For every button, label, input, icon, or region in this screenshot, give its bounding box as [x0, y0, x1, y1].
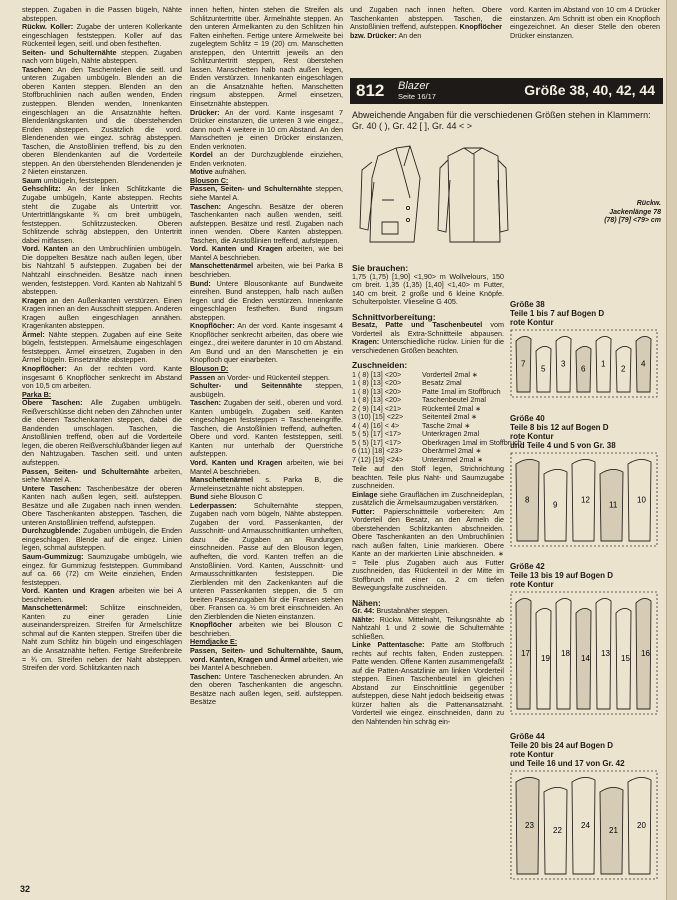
piece-numbers: 7 (12) [19] <24>	[352, 454, 404, 464]
cutting-layout-diagram	[510, 589, 660, 717]
paragraph-lead: Untere Taschen:	[22, 483, 82, 493]
paragraph-text: arbeiten wie bei Blouson C beschrieben.	[190, 620, 343, 638]
piece-number-label: 13	[601, 649, 610, 658]
paragraph-text: Patte am Stoffbruch rechts auf rechts falten, Enden zusteppen. Patte wenden. Offene Kanten zusammengefaßt auf die Patten-Ansatzlinie am linken Vorderteil steppen. Einen Taschenbeutel im gleichen Abstand zur Einschnittlinie gegenüber aufsteppen, diese Naht jedoch beidseitig etwas kürzer halten als die Pattenansatznaht. Vorderteil wie eingez. einschneiden, dann zu den Nahtenden hin schräg ein-	[352, 640, 504, 726]
page-number: 32	[20, 884, 31, 894]
paragraph-text: 1,75 (1,75) [1,90] <1,90> m Wollvelours, 150 cm breit. 1,35 (1,35) [1,40] <1,40> m Futter, 140 cm breit. 2 große und 6 kleine Knöpfe. Schulterpolster. Vlieseline G 405.	[352, 271, 504, 306]
piece-description: Oberärmel 2mal ∗	[422, 446, 482, 455]
piece-number-label: 6	[581, 364, 586, 374]
paragraph-lead: Kragen	[22, 295, 47, 305]
paragraph-lead: Taschen:	[22, 64, 54, 74]
paragraph-lead: Linke Pattentasche:	[352, 640, 425, 649]
instruction-paragraph	[22, 604, 182, 672]
instruction-paragraph	[22, 6, 182, 23]
section-heading: Nähen:	[352, 597, 381, 608]
instruction-paragraph	[190, 185, 343, 202]
instruction-paragraph	[190, 476, 343, 493]
piece-number-label: 18	[561, 649, 570, 658]
cutting-layout-diagram	[510, 327, 660, 400]
instruction-paragraph	[22, 399, 182, 467]
layout-label: rote Kontur	[510, 750, 554, 759]
piece-description: Besatz 2mal	[422, 378, 462, 387]
paragraph-text: Unterschiedliche rückw. Linien für die verschiedenen Größen beachten.	[352, 337, 505, 355]
paragraph-text: Papierschnittteile vorbereiten: Am Vorderteil den Besatz, an den Ärmeln die überstehenden Schlitzkanten abschneiden. Obere Taschenkanten an den Umbruchlinien nach außen falten, Linie markieren. Obere Kante an der markierten Linie abschneiden. ∗ = Teile plus Zugaben auch aus Futter zuschneiden, das Rückenteil in der Mitte im Stoffbruch mit einer ca. 2 cm tiefen Bewegungsfalte zuschneiden.	[352, 506, 504, 592]
piece-number-label: 14	[581, 654, 590, 663]
paragraph-text: Untere Blousonkante auf Bundweite einreihen. Bund ansteppen, halb nach außen legen und die Enden verstürzen. Innenkante eingeschlagen festheften. Bund ringsum absteppen.	[190, 278, 343, 322]
paragraph-lead: Nähte:	[352, 614, 375, 624]
section-heading: Parka B:	[22, 389, 52, 399]
instruction-paragraph	[190, 245, 343, 262]
page-edge	[666, 0, 677, 900]
model-source-page: Seite 16/17	[398, 92, 436, 101]
paragraph-text: Nähte steppen. Zugaben auf eine Seite bügeln, feststeppen. Ärmelsäume eingeschlagen feststeppen. Ärmel einsetzen, Zugaben in den Ärmel bügeln. Einsetznähte absteppen.	[22, 329, 182, 365]
instruction-paragraph	[190, 262, 343, 279]
paragraph-text: Rückw. Mittelnaht, Teilungsnähte ab Nahtzahl 1 und 2 sowie die Schulternähte schließen.	[352, 614, 504, 641]
instruction-paragraph	[22, 297, 182, 331]
paragraph-text: an den Umbruchlinien umbügeln. Die doppelten Besätze nach außen legen, über bis Nahtzahl 5 aufsteppen. Zugaben bei der Nahtzahl einschneiden. Besätze nach innen wenden, feststeppen. Vord. Kanten ab Nahtzahl 5 absteppen.	[22, 244, 183, 297]
instructions-column-3-top	[350, 6, 502, 61]
paragraph-text: arbeiten, wie bei Mantel A beschrieben.	[190, 457, 344, 476]
layout-label: Größe 40	[510, 414, 545, 423]
paragraph-lead: Gehschlitz:	[22, 184, 61, 194]
paragraph-text: Teile auf den Stoff legen, Strichrichtung beachten. Teile plus Naht- und Saumzugabe zuschneiden.	[352, 464, 504, 490]
piece-numbers: 3 (10) [15] <22>	[352, 412, 404, 421]
paragraph-lead: Drücker:	[190, 107, 220, 117]
section-heading: Sie brauchen:	[352, 263, 409, 273]
paragraph-lead: Motive	[190, 167, 213, 177]
section-heading: Blouson C:	[190, 175, 229, 185]
paragraph-text: arbeiten, wie bei Parka B beschrieben.	[190, 261, 343, 279]
paragraph-text: s. Parka B, die Ärmeleinsetznähte nicht absteppen.	[190, 475, 343, 493]
instruction-paragraph	[22, 331, 182, 365]
paragraph-text: Schlitze einschneiden, Kanten zu einer geraden Linie auseinanderspreizen. Streifen für Ärmelschlitze schmal auf die Kanten steppen. Streifen über die Naht zum Schlitz hin bügeln und eingeschlagen an die Ansatznähte heften. Fertige Streifenbreite = ¾ cm. Streifen neben der Naht absteppen. Streifen der vord. Schlitzkanten nach	[22, 603, 182, 673]
instruction-paragraph	[190, 647, 343, 673]
instruction-paragraph	[190, 673, 343, 707]
paragraph-text: steppen, siehe Mantel A.	[190, 184, 343, 203]
layout-label: Teile 8 bis 12 auf Bogen D	[510, 423, 609, 432]
instruction-paragraph	[22, 485, 182, 528]
piece-numbers: 1 ( 8) [13] <20>	[352, 369, 402, 379]
piece-description: Unterkragen 2mal	[422, 429, 480, 438]
paragraph-text: An der rechten vord. Kante insgesamt 6 Knopflöcher senkrecht im Abstand von 10,5 cm arbeiten.	[22, 363, 182, 391]
section-heading: Zuschneiden:	[352, 360, 408, 370]
paragraph-text: Zugaben umbügeln, die Enden eingeschlagen. Blende auf die eingez. Linien legen, schmal aufsteppen.	[22, 526, 182, 553]
instruction-paragraph	[190, 109, 343, 152]
instruction-paragraph	[190, 151, 343, 168]
model-number: 812	[356, 81, 385, 100]
instruction-paragraph	[22, 49, 182, 66]
paragraph-lead: Vord. Kanten	[22, 244, 68, 254]
paragraph-text: vom Vorderteil als Extra-Schnittteile abpausen.	[352, 320, 505, 338]
size-notation-intro: Abweichende Angaben für die verschiedenen Größen stehen in Klammern: Gr. 40 ( ), Gr. 42 [ ], Gr. 44 < >	[352, 110, 651, 131]
paragraph-text: Angeschn. Besätze der oberen Taschenkanten nach außen wenden, seitl. aufsteppen. Besätze und restl. Zugaben nach innen wenden. Obere Kanten absteppen. Taschen, die Anstoßlinien treffend, aufsteppen.	[190, 201, 343, 245]
paragraph-lead: Knopflöcher:	[22, 363, 67, 373]
section-heading: Hemdjacke E:	[190, 637, 238, 647]
paragraph-text: arbeiten, siehe Mantel A.	[22, 466, 182, 485]
paragraph-text: An der linken Schlitzkante die Zugabe umbügeln, Kante absteppen. Rechts steht die Zugabe als Untertritt vor. Untertrittlängskante ¾ cm breit umbügeln, feststeppen. Schlitzzustecken. Oberen Schlitzende schräg absteppen, den Untertritt dabei mitfassen.	[22, 184, 182, 245]
paragraph-lead: Vord. Kanten und Kragen	[190, 244, 283, 254]
paragraph-lead: Seiten- und Schulternähte	[22, 47, 117, 57]
paragraph-lead: Knopflöcher bzw. Drücker:	[350, 22, 502, 40]
piece-numbers: 4 ( 4) [16] < 4>	[352, 420, 400, 430]
paragraph-text: Zugabe der unteren Kollerkante eingeschlagen feststeppen. Koller auf das Rückenteil legen, seitl. und oben festheften.	[22, 22, 183, 49]
instructions-column-2	[190, 6, 343, 876]
instruction-paragraph	[22, 527, 182, 553]
instruction-paragraph	[22, 365, 182, 391]
paragraph-lead: Passen	[190, 372, 216, 382]
paragraph-text: und Zugaben nach innen heften. Obere Taschenkanten absteppen. Taschen, die Anstoßlinien treffend, aufsteppen.	[350, 5, 502, 32]
size-layout-block	[510, 562, 662, 717]
instruction-paragraph	[22, 468, 182, 485]
paragraph-text: steppen. Zugaben in die Passen bügeln, Nähte absteppen.	[22, 5, 182, 23]
instruction-paragraph	[22, 553, 182, 587]
paragraph-text: an den Außenkanten verstürzen. Einen Kragen innen an den Ausschnitt steppen. Anderen Kragen außen eingeschlagen annähen. Kragenkanten absteppen.	[22, 295, 182, 331]
paragraph-lead: Taschen:	[190, 201, 222, 211]
paragraph-lead: Durchzugblende:	[22, 526, 81, 536]
paragraph-lead: Taschen:	[190, 398, 222, 408]
piece-numbers: 1 ( 8) [13] <20>	[352, 386, 402, 396]
piece-number-label: 9	[553, 500, 558, 510]
instruction-paragraph	[190, 399, 343, 459]
instruction-paragraph	[190, 203, 343, 246]
piece-description: Vorderteil 2mal ∗	[422, 369, 478, 379]
paragraph-lead: Gr. 44:	[352, 606, 375, 615]
paragraph-lead: Taschen:	[190, 671, 222, 681]
instruction-paragraph	[190, 459, 343, 476]
paragraph-text: Alle Zugaben umbügeln. Reißverschlüsse dicht neben den Zähnchen unter die oberen Taschenkanten steppen, dabei die Bandenden umschlagen. Taschen, die Anstoßlinien treffend, oben auf die Vorderteile legen, die oberen Reißverschlußbänder liegen auf den Nahtzugaben. Taschen seitl. und unten aufsteppen.	[22, 398, 183, 467]
piece-number-label: 17	[521, 649, 530, 658]
layout-label: Teile 20 bis 24 auf Bogen D	[510, 741, 613, 750]
paragraph-text: An den Taschenteilen die seitl. und unteren Zugaben umbügeln. Blenden an die oberen Kanten steppen. Blenden an den Stoffbruchlinien nach außen wenden, Enden zusteppen. Blenden wenden, Innenkanten eingeschlagen an die Ansatznähte heften. Blendenlängskanten und die überstehenden Enden absteppen. Zusätzlich die vord. Blendenenden wie eingez. schräg absteppen. Taschen, die Anstoßlinien treffend, bis zu den oberen Blendenkanten auf die Vorderteile steppen. An den überstehenden Blendenenden je 2 Nieten einstanzen.	[22, 64, 182, 177]
cutting-layout-diagram	[510, 450, 660, 549]
paragraph-text: An den	[398, 30, 422, 40]
layout-label: rote Kontur	[510, 580, 554, 589]
paragraph-text: Zugaben der seitl., oberen und vord. Kanten umbügeln. Zugaben seitl. Kanten eingeschlagen feststeppen = Tascheneingriffe. Taschen, die Anstoßlinien treffend, aufheften. Obere und vord. Kanten feststeppen, seitl. Kanten nur unterhalb der Querstriche aufsteppen.	[190, 398, 344, 459]
piece-numbers: 1 ( 8) [13] <20>	[352, 395, 402, 404]
piece-number-label: 1	[601, 359, 606, 369]
cutting-list	[352, 369, 522, 465]
layout-label: Größe 38	[510, 300, 545, 309]
instructions-column-1	[22, 6, 182, 886]
piece-number-label: 2	[621, 364, 626, 374]
instruction-paragraph	[190, 382, 343, 399]
piece-description: Tasche 2mal ∗	[422, 420, 471, 430]
paragraph-text: siehe Grauflächen im Zuschneideplan, zusätzlich die Ärmelsaumzugaben verstärken.	[352, 489, 504, 507]
paragraph-lead: Bund:	[190, 278, 211, 288]
paragraph-lead: Obere Taschen:	[22, 398, 83, 408]
piece-numbers: 5 ( 5) [17] <17>	[352, 429, 402, 438]
paragraph-text: Schulternähte steppen, Zugaben nach vorn bügeln, Nähte absteppen. Zugaben der vord. Passenkanten, der Ausschnitt- und Armausschnittkanten umheften, dazu die Zugaben an Rundungen einschneiden. Passe auf den Blouson legen, aufheften, die vord. Kanten treffen an die Anstoßlinien. Vord. Kanten, Ausschnitt- und Armausschnittkanten feststeppen. Die Zierblenden mit den Zackenkanten auf die unteren Passenkanten steppen, die 5 cm breiten Passenzugaben für die Fransen stehen über. Fransen ca. ½ cm breit einschneiden. An den Zierblenden die Nieten einstanzen.	[190, 500, 343, 621]
piece-number-label: 4	[641, 359, 646, 369]
blazer-technical-sketch	[358, 138, 518, 248]
layout-label: Größe 42	[510, 562, 545, 571]
paragraph-text: siehe Blouson C	[210, 492, 263, 502]
piece-description: Rückenteil 2mal ∗	[422, 403, 482, 413]
instruction-paragraph	[22, 587, 182, 604]
piece-description: Oberkragen 1mal im Stoffbruch	[422, 437, 522, 447]
cutting-layout-diagram	[510, 768, 660, 882]
instruction-paragraph	[190, 621, 343, 638]
paragraph-lead: Manschettenärmel	[190, 261, 254, 271]
piece-number-label: 22	[553, 826, 562, 835]
piece-numbers: 2 ( 9) [14] <21>	[352, 403, 402, 413]
instructions-column-3	[352, 258, 522, 890]
paragraph-lead: Kordel	[190, 150, 213, 160]
layout-label: Teile 1 bis 7 auf Bogen D	[510, 309, 605, 318]
paragraph-lead: Knopflöcher	[190, 620, 233, 630]
paragraph-text: steppen. Zugaben nach vorn bügeln, Nähte absteppen.	[22, 47, 182, 66]
paragraph-lead: Saum-Gummizug:	[22, 552, 84, 561]
layout-label: Teile 13 bis 19 auf Bogen D	[510, 571, 613, 580]
paragraph-text: Saumzugabe umbügeln, wie eingez. für Gummizug feststeppen. Gummiband auf ca. 66 (72) cm Weite einziehen, Enden feststeppen.	[22, 552, 183, 587]
instruction-paragraph	[22, 185, 182, 245]
paragraph-lead: Kragen:	[352, 337, 380, 346]
instruction-paragraph	[22, 245, 182, 296]
paragraph-lead: Passen, Seiten- und Schulternähte	[190, 184, 313, 194]
piece-number-label: 5	[541, 364, 546, 374]
paragraph-text: An der vord. Kante insgesamt 7 Drücker einstanzen, die unteren 3 wie eingez., dann noch 4 weitere in 10 cm Abstand. An den Manschetten je einen Drücker einstanzen, Enden verknoten.	[190, 107, 343, 151]
section-heading: Schnittvorbereitung:	[352, 311, 436, 322]
paragraph-text: Untere Taschenecken abrunden. An den oberen Taschenkanten die angeschn. Besätze nach außen legen, seitl. aufsteppen. Besätze	[190, 671, 343, 707]
back-length-note: Rückw. Jackenlänge 78 (78) [79] <79> cm	[604, 200, 661, 224]
piece-description: Seitenteil 2mal ∗	[422, 412, 478, 421]
piece-description: Taschenbeutel 2mal	[422, 395, 486, 404]
size-layout-block	[510, 300, 662, 400]
paragraph-text: Brustabnäher steppen.	[376, 606, 450, 615]
piece-numbers: 6 (11) [18] <23>	[352, 446, 403, 455]
layout-label: und Teile 4 und 5 von Gr. 38	[510, 441, 616, 450]
piece-number-label: 20	[637, 821, 646, 830]
paragraph-lead: Manschettenärmel	[190, 475, 254, 485]
paragraph-lead: Lederpassen:	[190, 500, 237, 510]
piece-number-label: 16	[641, 649, 650, 658]
piece-numbers: 1 ( 8) [13] <20>	[352, 378, 402, 387]
size-layout-block	[510, 732, 662, 882]
piece-number-label: 19	[541, 654, 550, 663]
paragraph-text: innen heften, hinten stehen die Streifen als Schlitzuntertritte über. Ärmelnähte steppen. An den unteren Ärmelkanten zu den Schlitzen hin Falten einheften. Fertige untere Ärmelweite bei zugelegtem Schlitz = 19 (20) cm. Manschetten ansteppen, den Untertritt jeweils an den Schlitzuntertritt steppen, Rest überstehen lassen. Manschetten halb nach außen legen, Enden verstürzen. Innenkanten eingeschlagen an die Ansatznähte heften. Manschetten ringsum absteppen. Ärmel einsetzen, Einsetznähte absteppen.	[190, 5, 343, 109]
layout-label: rote Kontur	[510, 318, 554, 327]
layout-label: rote Kontur	[510, 432, 554, 441]
piece-number-label: 7	[521, 359, 526, 369]
paragraph-lead: Vord. Kanten und Kragen	[22, 586, 115, 596]
instruction-paragraph	[190, 322, 343, 365]
piece-number-label: 3	[561, 359, 566, 369]
paragraph-text: umbügeln, feststeppen.	[43, 175, 119, 185]
paragraph-text: an der Durchzugblende einziehen, Enden verknoten.	[190, 150, 343, 168]
paragraph-lead: Futter:	[352, 506, 375, 516]
paragraph-text: arbeiten, wie bei Mantel A beschrieben.	[190, 654, 343, 673]
paragraph-text: steppen, ausbügeln.	[190, 381, 343, 399]
section-heading: Blouson D:	[190, 363, 229, 373]
paragraph-text: An der vord. Kante insgesamt 4 Knopflöcher senkrecht arbeiten, das obere wie eingez., drei weitere darunter in 10 cm Abstand. Am Bund und an den Manschetten je ein Knopfloch quer einarbeiten.	[190, 321, 343, 365]
paragraph-lead: Vord. Kanten und Kragen	[190, 457, 283, 467]
paragraph-lead: Rückw. Koller:	[22, 22, 74, 32]
paragraph-text: vord. Kanten im Abstand von 10 cm 4 Drücker einstanzen. Am Schnitt ist oben ein Knopfloch eingezeichnet. An dieser Stelle den oberen Drücker einstanzen.	[510, 5, 660, 40]
piece-description: Patte 1mal im Stoffbruch	[422, 386, 501, 396]
paragraph-lead: Passen, Seiten- und Schulternähte	[22, 466, 150, 476]
instruction-paragraph	[190, 280, 343, 323]
instruction-paragraph	[190, 6, 343, 109]
paragraph-lead: Manschettenärmel:	[22, 603, 88, 613]
piece-number-label: 24	[581, 821, 590, 830]
paragraph-text: an Vorder- und Rückenteil steppen.	[217, 372, 330, 382]
paragraph-text: arbeiten, wie bei Mantel A beschrieben.	[190, 244, 344, 262]
model-banner	[350, 78, 663, 104]
piece-numbers: 5 ( 5) [17] <17>	[352, 437, 402, 447]
paragraph-lead: Einlage	[352, 489, 378, 499]
layout-label: und Teile 16 und 17 von Gr. 42	[510, 759, 625, 768]
instruction-paragraph	[22, 23, 182, 49]
paragraph-lead: Passen, Seiten- und Schulternähte, Saum, vord. Kanten, Kragen und Ärmel	[190, 646, 343, 664]
paragraph-text: aufnähen.	[214, 167, 247, 177]
piece-number-label: 21	[609, 826, 618, 835]
paragraph-text: arbeiten wie bei A beschrieben.	[22, 586, 183, 604]
piece-number-label: 10	[637, 495, 646, 505]
paragraph-lead: Knopflöcher:	[190, 321, 235, 331]
model-name: Blazer	[398, 80, 430, 92]
paragraph-lead: Ärmel:	[22, 329, 45, 339]
piece-number-label: 8	[525, 495, 530, 505]
paragraph-lead: Bund	[190, 492, 209, 502]
piece-number-label: 15	[621, 654, 630, 663]
paragraph-text: Taschenbesätze der oberen Kanten nach außen legen, seitl. aufsteppen. Besätze und alle Zugaben nach innen wenden. Obere Taschenkanten absteppen. Taschen, die unteren Anstoßlinien treffend, aufsteppen.	[22, 483, 182, 527]
paragraph-lead: Besatz, Patte und Taschenbeutel	[352, 320, 483, 329]
instructions-column-4-top	[510, 6, 660, 61]
instruction-paragraph	[190, 502, 343, 622]
cutting-row	[352, 456, 504, 465]
layout-label: Größe 44	[510, 732, 545, 741]
model-sizes: Größe 38, 40, 42, 44	[524, 82, 655, 98]
paragraph-lead: Saum	[22, 175, 42, 185]
instruction-paragraph	[22, 66, 182, 177]
piece-number-label: 11	[609, 500, 618, 510]
paragraph-lead: Schulter- und Seitennähte	[190, 381, 302, 391]
piece-description: Unterärmel 2mal ∗	[422, 454, 484, 464]
piece-number-label: 12	[581, 495, 590, 505]
piece-number-label: 23	[525, 821, 534, 830]
size-layout-block	[510, 414, 662, 549]
